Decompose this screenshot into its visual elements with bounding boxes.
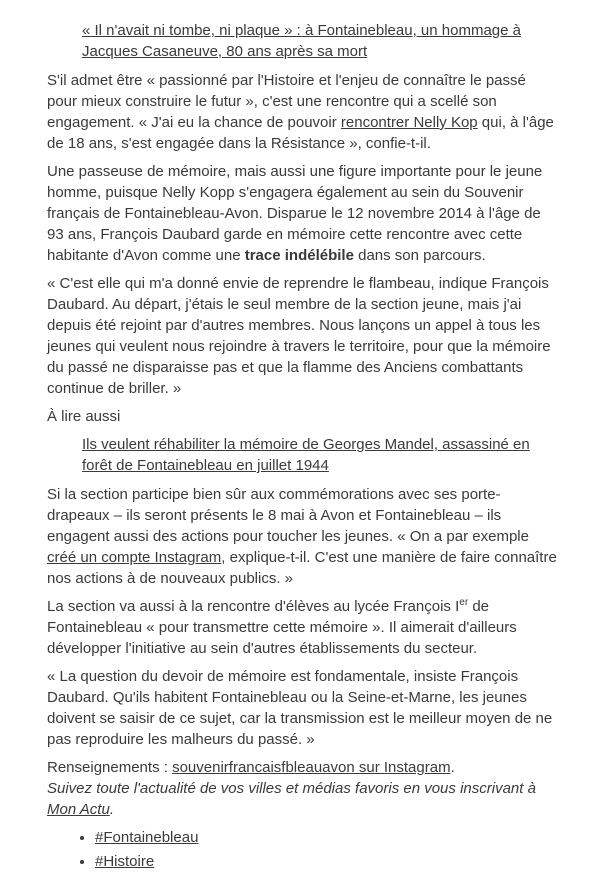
article-paragraph <box>47 666 557 750</box>
article-body <box>47 20 557 872</box>
article-paragraph <box>47 273 557 399</box>
hashtag-item <box>95 827 557 848</box>
text-run: « La question du devoir de mémoire est fondamentale, insiste François Daubard. Qu'ils habitent Fontainebleau ou la Seine-et-Marne, les jeunes doivent se saisir de ce sujet, car la transmission est le meilleur moyen de ne pas reproduire les malheurs du passé. » <box>47 668 553 748</box>
hashtag-link[interactable]: #Histoire <box>95 853 155 870</box>
text-run: . <box>109 801 114 818</box>
text-run: Une passeuse de mémoire, mais aussi une figure importante pour le jeune homme, puisque Nelly Kopp s'engagera également au sein du Souvenir français de Fontainebleau-Avon. Disparue le 12 novembre 2014 à l'âge de 93 ans, François Daubard garde en mémoire cette rencontre avec cette habitante d'Avon comme une <box>47 163 543 264</box>
article-paragraph <box>47 70 557 154</box>
text-run: S'il admet être « passionné par l'Histoire et l'enjeu de connaître le passé pour mieux construire le futur », c'est une rencontre qui a scellé son engagement. « J'ai eu la chance de pouvoir <box>47 72 526 131</box>
related-article-link[interactable]: « Il n'avait ni tombe, ni plaque » : à Fontainebleau, un hommage à Jacques Casaneuve, 80 ans après sa mort <box>82 22 521 60</box>
text-run: Renseignements : <box>47 759 173 776</box>
article-paragraph <box>47 757 557 778</box>
text-run: Si la section participe bien sûr aux commémorations avec ses porte-drapeaux – ils seront présents le 8 mai à Avon et Fontainebleau – ils engagent aussi des actions pour toucher les jeunes. « On a par exemple <box>47 486 529 545</box>
text-run: La section va aussi à la rencontre d'élèves au lycée François I <box>47 598 460 615</box>
read-also-label <box>47 406 557 427</box>
hashtag-item <box>95 851 557 872</box>
text-run: Suivez toute l'actualité de vos villes et médias favoris en vous inscrivant à <box>47 780 536 797</box>
text-run: dans son parcours. <box>353 247 486 264</box>
superscript: er <box>459 597 469 608</box>
bold-text: trace indélébile <box>244 247 354 264</box>
text-run: « C'est elle qui m'a donné envie de reprendre le flambeau, indique François Daubard. Au départ, j'étais le seul membre de la section jeune, mais j'ai depuis été rejoint par d'autres membres. Nous lançons un appel à tous les jeunes qui veulent nous rejoindre à travers le territoire, pour que la mémoire du passé ne disparaisse pas et que la flamme des Anciens combattants continue de briller. » <box>47 275 551 397</box>
article-paragraph <box>47 161 557 266</box>
inline-link[interactable]: créé un compte Instagram <box>47 549 222 566</box>
text-run: . <box>450 759 455 776</box>
read-also-box <box>82 434 557 476</box>
read-also-box <box>82 20 557 62</box>
text-run: , explique-t-il. C'est une manière de faire connaître nos actions à de nouveaux publics. » <box>47 549 557 587</box>
instagram-account-link[interactable]: souvenirfrancaisfbleauavon sur Instagram <box>172 759 451 776</box>
hashtag-link[interactable]: #Fontainebleau <box>95 829 199 846</box>
article-paragraph <box>47 596 557 659</box>
inline-link[interactable]: rencontrer Nelly Kop <box>340 114 478 131</box>
article-paragraph <box>47 484 557 589</box>
article-paragraph <box>47 778 557 820</box>
text-run: qui, à l'âge de 18 ans, s'est engagée dans la Résistance », confie-t-il. <box>47 114 554 152</box>
hashtag-list <box>47 827 557 872</box>
text-run: À lire aussi <box>47 408 121 425</box>
text-run: de Fontainebleau « pour transmettre cette mémoire ». Il aimerait d'ailleurs développer l'initiative au sein d'autres établissements du secteur. <box>47 598 517 657</box>
mon-actu-link[interactable]: Mon Actu <box>47 801 110 818</box>
related-article-link[interactable]: Ils veulent réhabiliter la mémoire de Georges Mandel, assassiné en forêt de Fontainebleau en juillet 1944 <box>82 436 530 474</box>
